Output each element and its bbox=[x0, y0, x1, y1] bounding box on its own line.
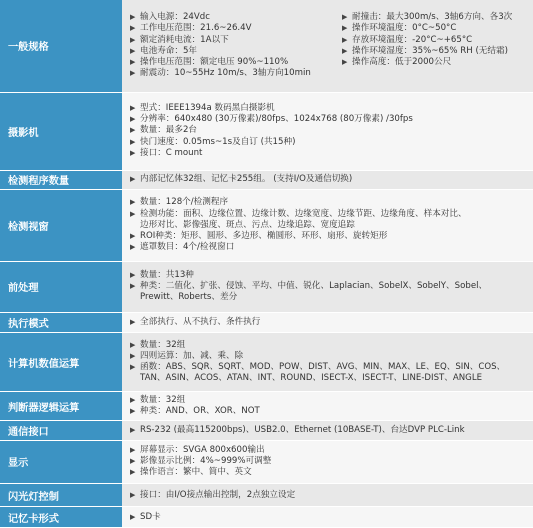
row-content: ▶ 接口：由I/O接点输出控制，2点独立设定 bbox=[122, 483, 533, 507]
bullet-icon: ▶ bbox=[130, 198, 136, 207]
bullet-icon: ▶ bbox=[130, 13, 136, 22]
row-label: 记忆卡形式 bbox=[0, 507, 122, 528]
spec-row-preprocessing bbox=[0, 261, 533, 312]
spec-row-logic-calc bbox=[0, 391, 533, 421]
row-content: ▶ 内部记忆体32组、记忆卡255组。 (支持I/O及通信切换) bbox=[122, 170, 533, 189]
spec-row-inspection-window bbox=[0, 189, 533, 261]
bullet-icon: ▶ bbox=[130, 148, 136, 157]
bullet-icon: ▶ bbox=[342, 35, 348, 44]
row-content: ▶ 数量：32组 ▶ 四则运算：加、减、乘、除 ▶ 函数：ABS、SQR、SQRT、MOD、POW、DIST、AVG、MIN、MAX、LE、EQ、SIN、COS、 TAN、ASIN、ACOS、ATAN、INT、ROUND、ISECT-X、ISECT-T、LINE-DIST、ANGLE bbox=[122, 333, 533, 391]
spec-row-camera bbox=[0, 92, 533, 170]
row-content: ▶ 输入电源：24Vdc ▶ 工作电压范围：21.6~26.4V ▶ 额定消耗电流：1A以下 ▶ 电池寿命：5年 ▶ 操作电压范围：额定电压 90%~110% ▶ 耐震动：10~55Hz 10m/s、3轴方向10min ▶ 耐撞击：最大300m/s、3轴6方向、各3次 ▶ 操作环境温度：0°C~50°C ▶ 存放环境温度：-20°C~+65°C ▶ 操作环境湿度：35%~65% RH (无结霜) ▶ 操作高度：低于2000公尺 bbox=[122, 0, 533, 92]
spec-row-communication bbox=[0, 421, 533, 440]
bullet-icon: ▶ bbox=[130, 175, 136, 184]
row-content: ▶ 全部执行、从不执行、条件执行 bbox=[122, 312, 533, 332]
bullet-icon: ▶ bbox=[130, 115, 136, 124]
bullet-icon: ▶ bbox=[130, 468, 136, 477]
bullet-icon: ▶ bbox=[130, 69, 136, 78]
bullet-icon: ▶ bbox=[130, 363, 136, 372]
bullet-icon: ▶ bbox=[342, 46, 348, 55]
bullet-icon: ▶ bbox=[130, 407, 136, 416]
spec-row-general bbox=[0, 0, 533, 92]
row-label: 检测程序数量 bbox=[0, 170, 122, 189]
bullet-icon: ▶ bbox=[130, 137, 136, 146]
row-content: ▶ 数量：共13种 ▶ 种类：二值化、扩张、侵蚀、平均、中值、锐化、Laplacian、SobelX、SobelY、Sobel、 Prewitt、Roberts、差分 bbox=[122, 261, 533, 312]
row-label: 闪光灯控制 bbox=[0, 483, 122, 507]
bullet-icon: ▶ bbox=[130, 46, 136, 55]
row-label: 计算机数值运算 bbox=[0, 333, 122, 391]
bullet-icon: ▶ bbox=[342, 24, 348, 33]
row-label: 摄影机 bbox=[0, 92, 122, 170]
bullet-icon: ▶ bbox=[130, 457, 136, 466]
bullet-icon: ▶ bbox=[130, 446, 136, 455]
row-content: ▶ 数量：32组 ▶ 种类：AND、OR、XOR、NOT bbox=[122, 391, 533, 421]
bullet-icon: ▶ bbox=[130, 351, 136, 360]
spec-row-display bbox=[0, 440, 533, 483]
spec-row-strobe-control bbox=[0, 483, 533, 507]
bullet-icon: ▶ bbox=[130, 512, 136, 521]
row-content: ▶ 屏幕显示：SVGA 800x600输出 ▶ 影像显示比例：4%~999%可调整 ▶ 操作语言：繁中、简中、英文 bbox=[122, 440, 533, 483]
spec-row-numeric-calc bbox=[0, 333, 533, 391]
row-content: ▶ 型式：IEEE1394a 数码黑白摄影机 ▶ 分辨率：640x480 (30万像素)/80fps、1024x768 (80万像素) /30fps ▶ 数量：最多2台 ▶ 快门速度：0.05ms~1s及自订 (共15种) ▶ 接口：C mount bbox=[122, 92, 533, 170]
bullet-icon: ▶ bbox=[130, 318, 136, 326]
bullet-icon: ▶ bbox=[130, 243, 136, 252]
row-label: 执行模式 bbox=[0, 312, 122, 332]
bullet-icon: ▶ bbox=[130, 58, 136, 67]
row-content: ▶ 数量：128个/检测程序 ▶ 检测功能：面积、边缘位置、边缘计数、边缘宽度、边缘节距、边缘角度、样本对比、 边形对比、影像强度、斑点、污点、边缘追踪、宽度追踪 ▶ ROI种类：矩形、圆形、多边形、椭圆形、环形、扇形、旋转矩形 ▶ 遮罩数目：4个/检视窗口 bbox=[122, 189, 533, 261]
bullet-icon: ▶ bbox=[130, 24, 136, 33]
bullet-icon: ▶ bbox=[130, 270, 136, 279]
row-label: 显示 bbox=[0, 440, 122, 483]
bullet-icon: ▶ bbox=[130, 35, 136, 44]
bullet-icon: ▶ bbox=[342, 58, 348, 67]
bullet-icon: ▶ bbox=[130, 426, 136, 435]
row-content: ▶ SD卡 bbox=[122, 507, 533, 528]
bullet-icon: ▶ bbox=[130, 126, 136, 135]
row-label: 前处理 bbox=[0, 261, 122, 312]
bullet-icon: ▶ bbox=[130, 209, 136, 218]
row-content: ▶ RS-232 (最高115200bps)、USB2.0、Ethernet (10BASE-T)、台达DVP PLC-Link bbox=[122, 421, 533, 440]
spec-row-program-count bbox=[0, 170, 533, 189]
row-label: 判断器逻辑运算 bbox=[0, 391, 122, 421]
bullet-icon: ▶ bbox=[130, 490, 136, 499]
spec-row-memory-card bbox=[0, 507, 533, 528]
row-label: 通信接口 bbox=[0, 421, 122, 440]
bullet-icon: ▶ bbox=[130, 104, 136, 113]
row-label: 检测视窗 bbox=[0, 189, 122, 261]
row-label: 一般规格 bbox=[0, 0, 122, 92]
bullet-icon: ▶ bbox=[130, 340, 136, 349]
bullet-icon: ▶ bbox=[130, 395, 136, 404]
bullet-icon: ▶ bbox=[130, 231, 136, 240]
bullet-icon: ▶ bbox=[130, 282, 136, 291]
bullet-icon: ▶ bbox=[342, 13, 348, 22]
spec-row-execution-mode bbox=[0, 312, 533, 332]
